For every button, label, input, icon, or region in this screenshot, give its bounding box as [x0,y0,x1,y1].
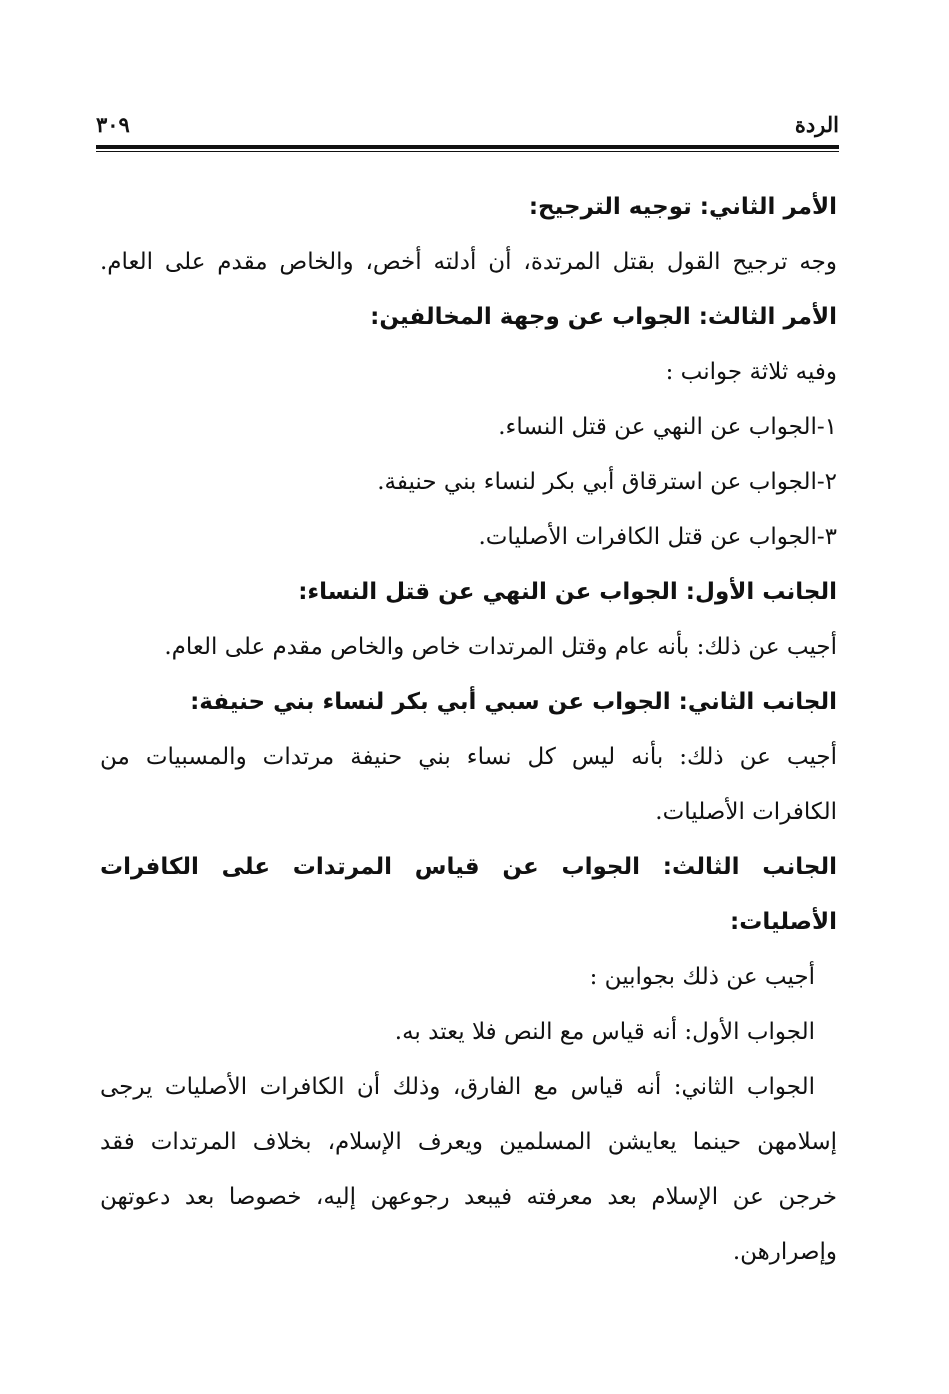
paragraph-line: أجيب عن ذلك بجوابين : [589,964,815,990]
heading-second-matter: الأمر الثاني: توجيه الترجيح: [528,194,837,220]
paragraph-line: الجواب الثاني: أنه قياس مع الفارق، وذلك أن الكافرات الأصليات يرجى [100,1074,815,1100]
list-item: ٣-الجواب عن قتل الكافرات الأصليات. [478,524,837,550]
paragraph-line: الكافرات الأصليات. [655,799,837,825]
paragraph-line: وإصرارهن. [732,1239,837,1265]
paragraph-line: أجيب عن ذلك: بأنه ليس كل نساء بني حنيفة مرتدات والمسبيات من [100,744,837,770]
header-rule-thick [96,145,839,149]
page-number: ٣٠٩ [96,112,130,137]
list-item: ١-الجواب عن النهي عن قتل النساء. [498,414,837,440]
page-body [100,180,837,1280]
heading-second-aspect: الجانب الثاني: الجواب عن سبي أبي بكر لنساء بني حنيفة: [190,689,837,715]
paragraph-line: وفيه ثلاثة جوانب : [665,359,837,385]
heading-third-aspect: الجانب الثالث: الجواب عن قياس المرتدات على الكافرات [100,854,837,880]
paragraph-line: أجيب عن ذلك: بأنه عام وقتل المرتدات خاص والخاص مقدم على العام. [164,634,837,660]
paragraph-line: إسلامهن حينما يعايشن المسلمين ويعرف الإسلام، بخلاف المرتدات فقد [100,1129,837,1155]
heading-third-matter: الأمر الثالث: الجواب عن وجهة المخالفين: [370,304,837,330]
page-header [96,112,839,142]
running-title: الردة [794,112,839,137]
heading-third-aspect-continued: الأصليات: [730,909,837,935]
paragraph-line: خرجن عن الإسلام بعد معرفته فيبعد رجوعهن إليه، خصوصا بعد دعوتهن [100,1184,837,1210]
list-item: ٢-الجواب عن استرقاق أبي بكر لنساء بني حنيفة. [377,469,837,495]
heading-first-aspect: الجانب الأول: الجواب عن النهي عن قتل النساء: [298,579,837,605]
paragraph-line: وجه ترجيح القول بقتل المرتدة، أن أدلته أخص، والخاص مقدم على العام. [100,249,837,275]
paragraph-line: الجواب الأول: أنه قياس مع النص فلا يعتد به. [394,1019,815,1045]
header-rule-thin [96,151,839,152]
